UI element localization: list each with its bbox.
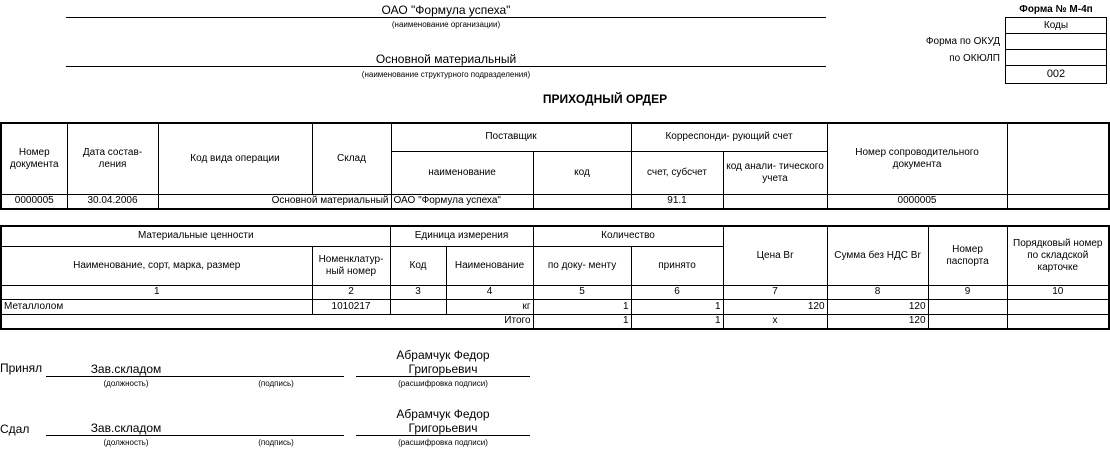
org-name-underline: [66, 17, 826, 18]
h-account: счет, субсчет: [631, 151, 723, 194]
total-qty-accepted: 1: [631, 314, 723, 329]
handed-cap-signature: (подпись): [258, 438, 294, 447]
col-num-1: 1: [1, 285, 312, 299]
h-sum: Сумма без НДС Br: [827, 226, 928, 285]
total-qty-doc: 1: [533, 314, 631, 329]
h-unit-code: Код: [390, 246, 446, 285]
doc-analytic: [723, 194, 827, 209]
h-passport: Номер паспорта: [928, 226, 1007, 285]
doc-warehouse: Основной материальный: [158, 194, 391, 209]
org-caption: (наименование организации): [391, 20, 501, 29]
h-nomen-number: Номенклатур- ный номер: [312, 246, 390, 285]
doc-accomp: 0000005: [827, 194, 1007, 209]
h-supplier-name: наименование: [391, 151, 533, 194]
total-label: Итого: [1, 314, 533, 329]
document-title: ПРИХОДНЫЙ ОРДЕР: [542, 92, 668, 106]
item-card: [1007, 299, 1109, 314]
accepted-name-1: Абрамчук Федор: [396, 348, 490, 362]
handed-line-left: [46, 435, 344, 436]
total-price: х: [723, 314, 827, 329]
okpo-value: [1005, 49, 1107, 66]
item-sum: 120: [827, 299, 928, 314]
h-op-code: Код вида операции: [158, 123, 312, 194]
accepted-line-left: [46, 376, 344, 377]
total-sum: 120: [827, 314, 928, 329]
handed-position: Зав.складом: [90, 421, 162, 435]
col-num-2: 2: [312, 285, 390, 299]
h-unit-name: Наименование: [446, 246, 533, 285]
accepted-label: Принял: [0, 361, 43, 375]
form-number: Форма № М-4п: [1019, 4, 1093, 15]
col-num-3: 3: [390, 285, 446, 299]
okud-label: Форма по ОКУД: [925, 36, 1000, 47]
accepted-position: Зав.складом: [90, 362, 162, 376]
h-accomp-doc: Номер сопроводительного документа: [827, 123, 1007, 194]
org-name: ОАО "Формула успеха": [381, 3, 511, 17]
doc-date: 30.04.2006: [67, 194, 158, 209]
doc-extra: [1007, 194, 1109, 209]
accepted-line-right: [356, 376, 530, 377]
h-quantity: Количество: [533, 226, 723, 246]
items-table: [0, 225, 1110, 330]
item-passport: [928, 299, 1007, 314]
doc-supplier-code: [533, 194, 631, 209]
h-qty-accepted: принято: [631, 246, 723, 285]
col-num-10: 10: [1007, 285, 1109, 299]
handed-label: Сдал: [0, 422, 30, 436]
item-price: 120: [723, 299, 827, 314]
total-passport: [928, 314, 1007, 329]
doc-account: 91.1: [631, 194, 723, 209]
item-name: Металлолом: [1, 299, 312, 314]
item-qty-doc: 1: [533, 299, 631, 314]
total-card: [1007, 314, 1109, 329]
h-analytic: код анали- тического учета: [723, 151, 827, 194]
handed-line-right: [356, 435, 530, 436]
h-material-values: Материальные ценности: [1, 226, 390, 246]
okud-value: [1005, 33, 1107, 50]
h-card-number: Порядковый номер по складской карточке: [1007, 226, 1109, 285]
item-unit-name: кг: [446, 299, 533, 314]
h-extra: [1007, 123, 1109, 194]
h-corr-account: Корреспонди- рующий счет: [631, 123, 827, 151]
item-qty-accepted: 1: [631, 299, 723, 314]
h-warehouse: Склад: [312, 123, 391, 194]
dept-name: Основной материальный: [375, 52, 517, 66]
code-value: 002: [1005, 65, 1107, 84]
handed-name-1: Абрамчук Федор: [396, 407, 490, 421]
col-num-4: 4: [446, 285, 533, 299]
col-num-7: 7: [723, 285, 827, 299]
total-row: [1, 314, 1109, 329]
col-num-9: 9: [928, 285, 1007, 299]
handed-cap-position: (должность): [103, 438, 149, 447]
col-num-6: 6: [631, 285, 723, 299]
h-doc-number: Номер документа: [1, 123, 67, 194]
doc-number: 0000005: [1, 194, 67, 209]
accepted-cap-position: (должность): [103, 379, 149, 388]
document-table: [0, 122, 1110, 210]
h-qty-doc: по доку- менту: [533, 246, 631, 285]
col-num-5: 5: [533, 285, 631, 299]
item-nomen: 1010217: [312, 299, 390, 314]
accepted-cap-signature: (подпись): [258, 379, 294, 388]
h-doc-date: Дата состав- ления: [67, 123, 158, 194]
doc-supplier-name: ОАО "Формула успеха": [391, 194, 533, 209]
h-price: Цена Br: [723, 226, 827, 285]
accepted-cap-decoding: (расшифровка подписи): [398, 379, 488, 388]
h-supplier-code: код: [533, 151, 631, 194]
codes-header: Коды: [1005, 17, 1107, 34]
handed-name-2: Григорьевич: [408, 421, 478, 435]
col-num-8: 8: [827, 285, 928, 299]
h-supplier: Поставщик: [391, 123, 631, 151]
dept-caption: (наименование структурного подразделения): [361, 70, 531, 79]
table-row: [1, 299, 1109, 314]
handed-cap-decoding: (расшифровка подписи): [398, 438, 488, 447]
h-unit: Единица измерения: [390, 226, 533, 246]
item-unit-code: [390, 299, 446, 314]
accepted-name-2: Григорьевич: [408, 362, 478, 376]
dept-underline: [66, 66, 826, 67]
okpo-label: по ОКЮЛП: [949, 53, 1000, 64]
h-item-name: Наименование, сорт, марка, размер: [1, 246, 312, 285]
